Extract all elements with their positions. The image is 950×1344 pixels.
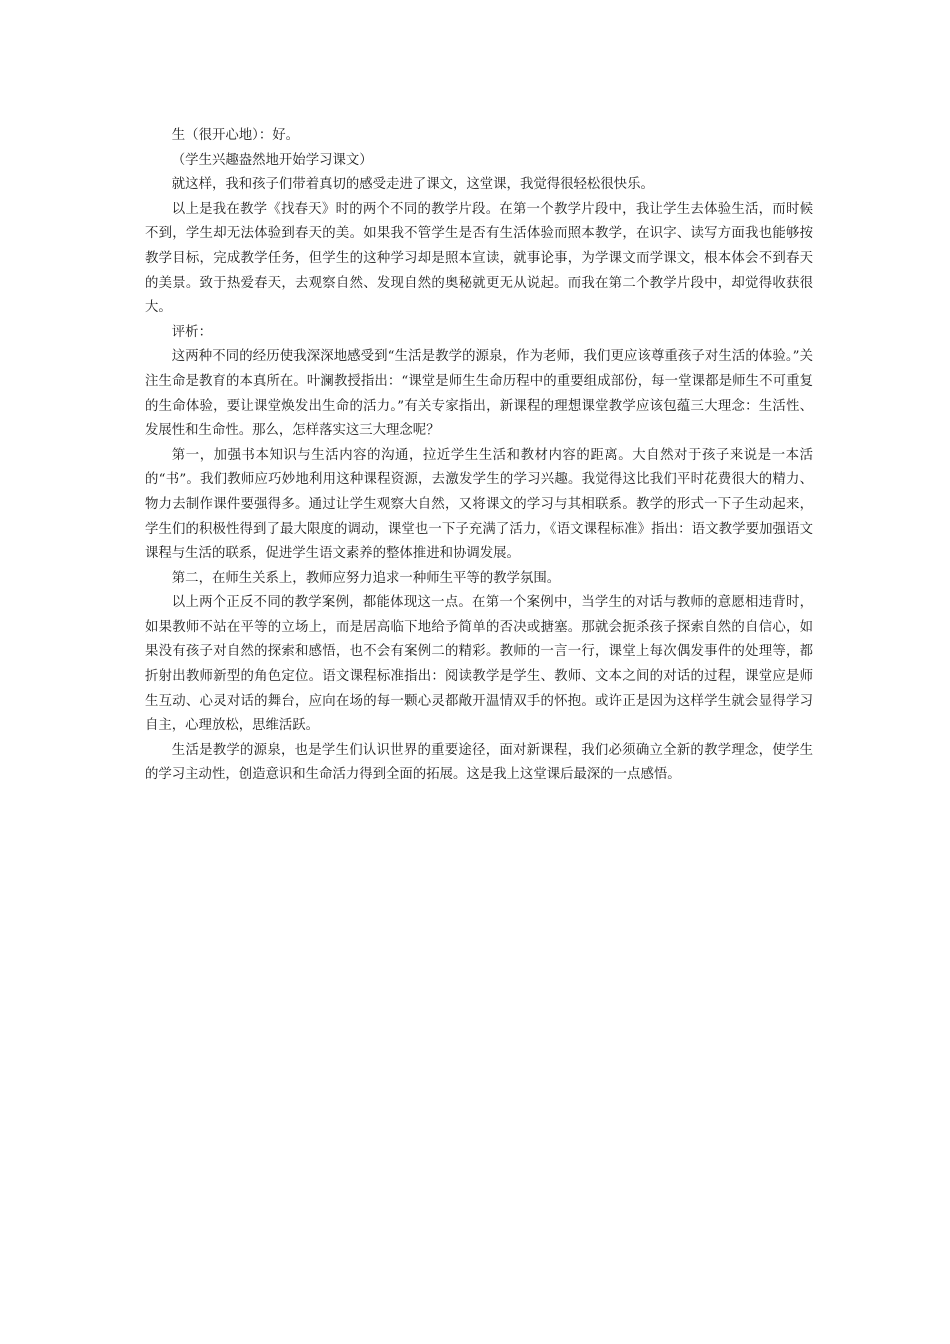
paragraph-stage-direction: （学生兴趣盎然地开始学习课文） [171, 152, 373, 168]
paragraph-student-reply: 生（很开心地）：好。 [171, 128, 300, 143]
paragraph-case-comparison: 以上两个正反不同的教学案例，都能体现这一点。在第一个案例中，当学生的对话与教师的意愿相违背时，如果教师不站在平等的立场上，而是居高临下地给予简单的否决或搪塞。那就会扼杀孩子探索自然的自信心，如果没有孩子对自然的探索和感悟，也不会有案例二的精彩。教师的一言一行，课堂上每次偶发事件的处理等，都折射出教师新型的角色定位。语文课程标准指出：阅读教学是学生、教师、文本之间的对话的过程，课堂应是师生互动、心灵对话的舞台，应向在场的每一颗心灵都敞开温情双手的怀抱。或许正是因为这样学生就会显得学习自主，心理放松，思维活跃。 [145, 595, 813, 734]
paragraph-analysis-heading: 评析： [171, 324, 212, 340]
document-body [145, 124, 813, 788]
paragraph-lesson-feeling: 就这样，我和孩子们带着真切的感受走进了课文，这堂课，我觉得很轻松很快乐。 [171, 177, 654, 193]
paragraph-conclusion: 生活是教学的源泉，也是学生们认识世界的重要途径，面对新课程，我们必须确立全新的教学理念，使学生的学习主动性，创造意识和生命活力得到全面的拓展。这是我上这堂课后最深的一点感悟。 [145, 742, 813, 783]
paragraph-first-point: 第一，加强书本知识与生活内容的沟通，拉近学生生活和教材内容的距离。大自然对于孩子来说是一本活的“书”。我们教师应巧妙地利用这种课程资源，去激发学生的学习兴趣。我觉得这比我们平时花费很大的精力、物力去制作课件要强得多。通过让学生观察大自然，又将课文的学习与其相联系。教学的形式一下子生动起来，学生们的积极性得到了最大限度的调动，课堂也一下子充满了活力，《语文课程标准》指出：语文教学要加强语文课程与生活的联系，促进学生语文素养的整体推进和协调发展。 [145, 447, 813, 562]
paragraph-two-segments: 以上是我在教学《找春天》时的两个不同的教学片段。在第一个教学片段中，我让学生去体验生活，而时候不到，学生却无法体验到春天的美。如果我不管学生是否有生活体验而照本教学，在识字、读写方面我也能够按教学目标，完成教学任务，但学生的这种学习却是照本宣读，就事论事，为学课文而学课文，根本体会不到春天的美景。致于热爱春天，去观察自然、发现自然的奥秘就更无从说起。而我在第二个教学片段中，却觉得收获很大。 [145, 201, 813, 316]
paragraph-second-point: 第二，在师生关系上，教师应努力追求一种师生平等的教学氛围。 [171, 570, 561, 586]
paragraph-life-source: 这两种不同的经历使我深深地感受到“生活是教学的源泉，作为老师，我们更应该尊重孩子对生活的体验。”关注生命是教育的本真所在。叶澜教授指出：“课堂是师生生命历程中的重要组成部份，每一堂课都是师生不可重复的生命体验，要让课堂焕发出生命的活力。”有关专家指出，新课程的理想课堂教学应该包蕴三大理念：生活性、发展性和生命性。那么，怎样落实这三大理念呢？ [145, 349, 813, 439]
